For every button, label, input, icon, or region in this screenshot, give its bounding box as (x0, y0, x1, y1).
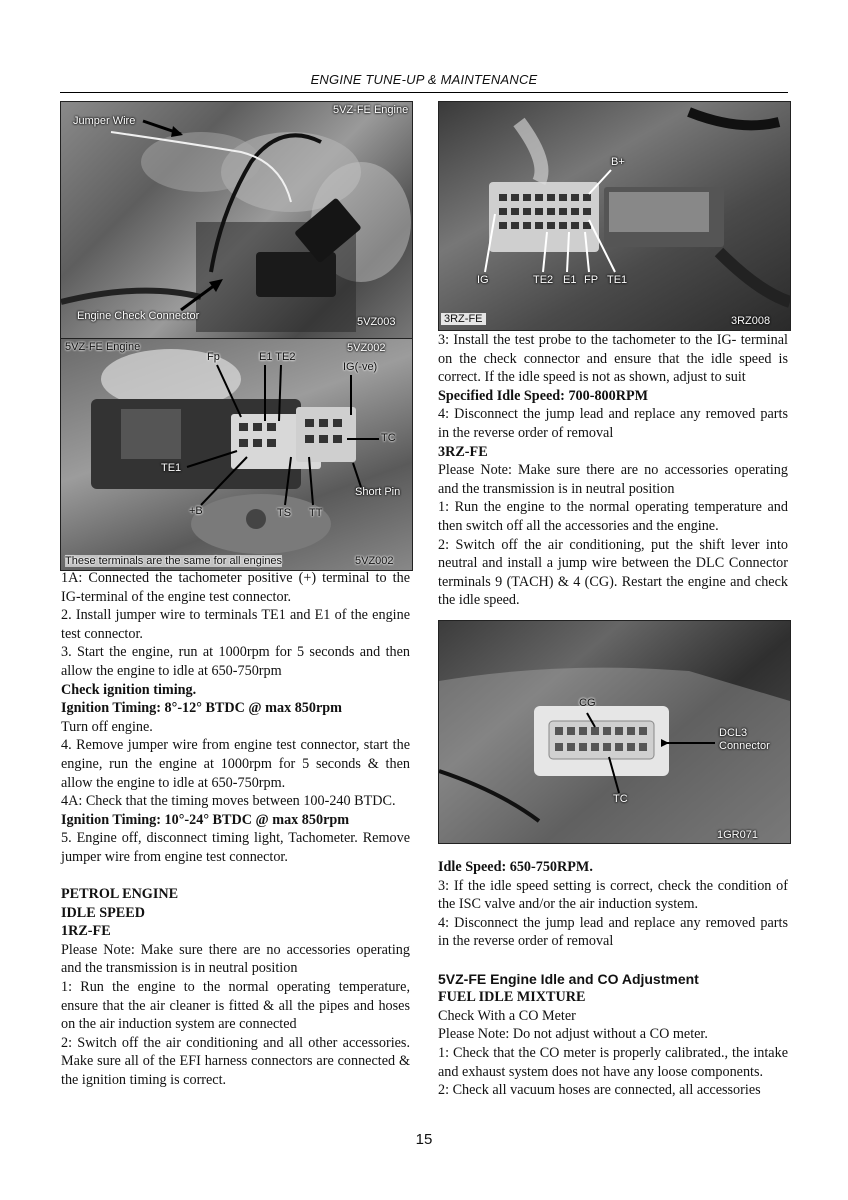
figure-3rz-connector-photo (438, 101, 791, 331)
terminal-tc-label: TC (381, 432, 396, 444)
spec-heading: Idle Speed: 650-750RPM. (438, 859, 593, 875)
spec-heading: Ignition Timing: 10°-24° BTDC @ max 850rpm (61, 811, 350, 828)
paragraph: Turn off engine. (61, 718, 153, 735)
page-number: 15 (415, 1131, 433, 1148)
paragraph: 4: Disconnect the jump lead and replace any removed parts in the reverse order of removal (438, 914, 788, 950)
engine-label: 3RZ-FE (441, 313, 486, 325)
paragraph: 1: Run the engine to the normal operating temperature, ensure that the air cleaner is fitted & all the pipes and hoses on the air induction system are connected (61, 979, 410, 1033)
terminal-fp-label: FP (584, 274, 599, 286)
terminal-ig-label: IG(-ve) (343, 361, 378, 373)
right-column-upper (438, 331, 788, 610)
engine-photo-illustration (61, 102, 412, 338)
section-heading: 3RZ-FE (438, 443, 488, 460)
section-heading: PETROL ENGINE (61, 886, 179, 903)
jumper-wire-label: Jumper Wire (73, 115, 136, 127)
terminal-te1-label: TE1 (161, 462, 182, 474)
paragraph: 2. Install jumper wire to terminals TE1 and E1 of the engine test connector. (61, 607, 410, 642)
paragraph: 5. Engine off, disconnect timing light, Tachometer. Remove jumper wire from engine test connector. (61, 830, 410, 865)
paragraph: 3: Install the test probe to the tachometer to the IG- terminal on the check connector and ensure that the idle speed is correct. If the idle speed is not as shown, adjust to suit (438, 332, 788, 386)
terminal-te1-label: TE1 (607, 274, 628, 286)
figure-code: 3RZ008 (731, 315, 771, 327)
paragraph: Please Note: Do not adjust without a CO meter. (438, 1026, 708, 1043)
paragraph: 1A: Connected the tachometer positive (+) terminal to the IG-terminal of the engine test connector. (61, 570, 410, 605)
3rz-connector-illustration (439, 102, 790, 330)
spacer (61, 867, 410, 886)
paragraph: 2: Switch off the air conditioning, put the shift lever into neutral and install a jump wire between the DLC Connector terminals 9 (TACH) & 4 (CG). Restart the engine and check the idle speed. (438, 536, 788, 609)
paragraph: 4A: Check that the timing moves between 100-240 BTDC. (61, 793, 396, 810)
terminal-ig-label: IG (477, 274, 489, 286)
dcl3-connector-label: DCL3 Connector (719, 727, 770, 752)
paragraph: 4: Disconnect the jump lead and replace any removed parts in the reverse order of removal (438, 406, 788, 441)
terminal-cg-label: CG (579, 697, 596, 709)
paragraph: 1: Run the engine to the normal operating temperature and then switch off all the accessories and the engine. (438, 499, 788, 534)
figure-dcl3-connector-photo (438, 620, 791, 844)
paragraph: Please Note: Make sure there are no accessories operating and the transmission is in neutral position (61, 941, 410, 977)
terminal-fp-label: Fp (207, 351, 220, 363)
header-rule (60, 92, 788, 93)
figure-note: These terminals are the same for all engines (65, 555, 283, 567)
terminal-ts-label: TS (277, 507, 292, 519)
spec-heading: Specified Idle Speed: 700-800RPM (438, 387, 649, 404)
engine-label: 5VZ-FE Engine (333, 104, 409, 116)
terminal-tc-label: TC (613, 793, 628, 805)
engine-label: 5VZ-FE Engine (65, 341, 141, 353)
terminal-te2-label: TE2 (533, 274, 554, 286)
section-heading: IDLE SPEED (61, 904, 145, 921)
spacer (438, 951, 788, 970)
terminal-tt-label: TT (309, 507, 323, 519)
heading: Check ignition timing. (61, 681, 197, 698)
short-pin-label: Short Pin (355, 486, 401, 498)
figure-code: 5VZ003 (357, 316, 396, 328)
figure-terminal-photo (60, 338, 413, 571)
paragraph: 3. Start the engine, run at 1000rpm for 5 seconds and then allow the engine to idle at 650-750rpm (61, 644, 410, 679)
connector-photo-illustration (61, 339, 412, 570)
figure-code-bottom: 5VZ002 (355, 555, 394, 567)
page-header: ENGINE TUNE-UP & MAINTENANCE (310, 72, 538, 87)
terminal-b-label: +B (189, 505, 203, 517)
paragraph: 3: If the idle speed setting is correct, check the condition of the ISC valve and/or the air induction system. (438, 877, 788, 913)
figure-code: 1GR071 (717, 829, 758, 841)
section-heading: FUEL IDLE MIXTURE (438, 989, 586, 1006)
figure-code-top: 5VZ002 (347, 342, 386, 354)
paragraph: 4. Remove jumper wire from engine test connector, start the engine, run the engine at 1000rpm for 5 seconds & then allow the engine to idle at 650-750rpm. (61, 737, 410, 791)
paragraph: 2: Switch off the air conditioning and all other accessories. Make sure all of the EFI harness connectors are connected & the ignition timing is correct. (61, 1034, 410, 1089)
section-heading: 1RZ-FE (61, 923, 111, 940)
terminal-b-plus-label: B+ (611, 156, 625, 168)
figure-jumper-wire-photo (60, 101, 413, 339)
terminal-e1-label: E1 (563, 274, 577, 286)
paragraph: Please Note: Make sure there are no accessories operating and the transmission is in neutral position (438, 462, 788, 497)
section-heading: 5VZ-FE Engine Idle and CO Adjustment (438, 970, 699, 987)
spec-heading: Ignition Timing: 8°-12° BTDC @ max 850rpm (61, 700, 342, 717)
paragraph: 2: Check all vacuum hoses are connected, all accessories (438, 1082, 761, 1099)
engine-check-connector-label: Engine Check Connector (77, 310, 200, 322)
terminal-e1-te2-label: E1 TE2 (259, 351, 296, 363)
right-column-lower (438, 858, 788, 1100)
paragraph: 1: Check that the CO meter is properly calibrated., the intake and exhaust system does not have any loose components. (438, 1044, 788, 1080)
left-column (61, 569, 410, 1090)
paragraph: Check With a CO Meter (438, 1007, 576, 1024)
